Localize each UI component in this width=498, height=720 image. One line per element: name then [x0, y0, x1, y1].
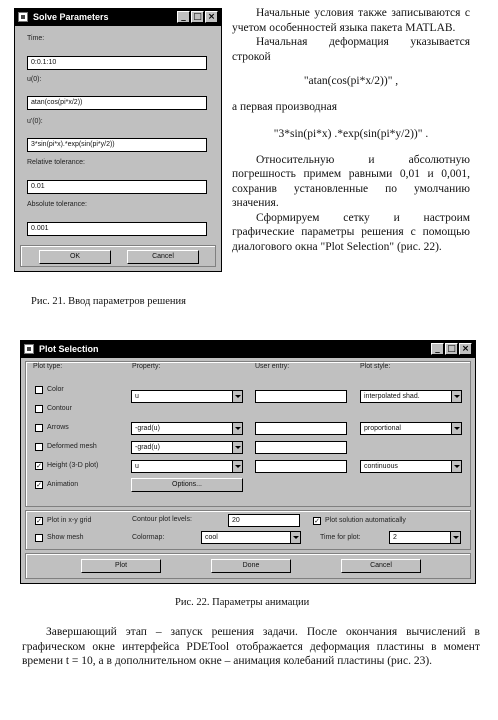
color-property-value: u [135, 393, 139, 400]
deformed-mesh-property-select[interactable] [131, 441, 243, 454]
height-property-select[interactable] [131, 460, 243, 473]
chevron-down-icon [290, 532, 300, 543]
time-for-plot-select[interactable] [389, 531, 461, 544]
time-input[interactable]: 0:0.1:10 [27, 56, 207, 70]
formula-initial-deformation: "atan(cos(pi*x/2))" , [303, 75, 399, 87]
paragraph-initial-deformation: Начальная деформация указывается строкой [232, 36, 470, 63]
solve-parameters-window [14, 8, 222, 272]
relative-tolerance-label: Relative tolerance: [27, 159, 85, 166]
plot-automatically-checkbox[interactable]: ✓ [314, 517, 320, 525]
color-style-value: interpolated shad. [364, 393, 420, 400]
paragraph-tolerance: Относительную и абсолютную погрешность примем равными 0,01 и 0,001, сохранив установленные по умолчанию значения. [232, 153, 470, 209]
ut0-label: u'(0): [27, 118, 43, 125]
u0-label: u(0): [27, 76, 42, 83]
chevron-down-icon [232, 442, 242, 453]
cancel-button[interactable]: Cancel [341, 559, 421, 573]
paragraph-plot-selection: Сформируем сетку и настроим графические параметры решения с помощью диалогового окна "Plot Selection" (рис. 22). [232, 211, 470, 253]
plot-type-header: Plot type: [33, 363, 63, 370]
deformed-mesh-checkbox[interactable] [35, 443, 43, 451]
plot-in-xy-grid-label: Plot in x-y grid [47, 517, 92, 524]
minimize-button[interactable]: _ [431, 343, 444, 355]
plot-style-header: Plot style: [360, 363, 391, 370]
height-property-value: u [135, 463, 139, 470]
solve-window-titlebar [15, 9, 221, 26]
right-column-text [232, 6, 470, 254]
color-checkbox[interactable] [35, 386, 43, 394]
colormap-label: Colormap: [132, 534, 165, 541]
plot-automatically-label: Plot solution automatically [325, 517, 406, 524]
plot-in-xy-grid-checkbox[interactable]: ✓ [36, 517, 42, 525]
formula-first-derivative: "3*sin(pi*x) .*exp(sin(pi*y/2))" . [273, 128, 429, 140]
figure-21-caption: Рис. 21. Ввод параметров решения [31, 296, 186, 307]
color-property-select[interactable] [131, 390, 243, 403]
user-entry-header: User entry: [255, 363, 290, 370]
ut0-input[interactable]: 3*sin(pi*x).*exp(sin(pi*y/2)) [27, 138, 207, 152]
deformed-mesh-label: Deformed mesh [47, 443, 97, 450]
close-button[interactable]: × [205, 11, 218, 23]
chevron-down-icon [450, 532, 460, 543]
arrows-style-value: proportional [364, 425, 401, 432]
plot-selection-window [20, 340, 476, 584]
arrows-checkbox[interactable] [35, 424, 43, 432]
contour-levels-input[interactable]: 20 [228, 514, 300, 527]
chevron-down-icon [451, 461, 461, 472]
chevron-down-icon [232, 391, 242, 402]
paragraph-first-derivative: а первая производная [232, 100, 338, 113]
arrows-property-value: -grad(u) [135, 425, 160, 432]
height-style-value: continuous [364, 463, 398, 470]
cancel-button[interactable]: Cancel [127, 250, 199, 264]
property-header: Property: [132, 363, 161, 370]
contour-levels-label: Contour plot levels: [132, 516, 192, 523]
maximize-button[interactable]: □ [445, 343, 458, 355]
time-label: Time: [27, 35, 45, 42]
chevron-down-icon [451, 423, 461, 434]
chevron-down-icon [232, 461, 242, 472]
height-label: Height (3-D plot) [47, 462, 99, 469]
maximize-button[interactable]: □ [191, 11, 204, 23]
animation-checkbox[interactable]: ✓ [36, 481, 42, 489]
matlab-app-icon [24, 344, 34, 354]
arrows-user-entry[interactable] [255, 422, 347, 435]
contour-checkbox[interactable] [35, 405, 43, 413]
plot-window-title: Plot Selection [39, 344, 99, 354]
arrows-property-select[interactable] [131, 422, 243, 435]
matlab-app-icon [18, 12, 28, 22]
height-style-select[interactable] [360, 460, 462, 473]
time-for-plot-label: Time for plot: [320, 534, 361, 541]
colormap-select[interactable] [201, 531, 301, 544]
bottom-paragraph: Завершающий этап – запуск решения задачи. После окончания вычислений в графическом окне интерфейса PDETool отображается деформация пластины в момент времени t = 10, а в дополнительном окне – анимация колебаний пластины (рис. 23). [22, 626, 480, 667]
ok-button[interactable]: OK [39, 250, 111, 264]
solve-window-title: Solve Parameters [33, 12, 109, 22]
arrows-style-select[interactable] [360, 422, 462, 435]
colormap-value: cool [205, 534, 218, 541]
paragraph-initial-conditions: Начальные условия также записываются с учетом особенностей языка пакета MATLAB. [232, 7, 470, 34]
height-user-entry[interactable] [255, 460, 347, 473]
relative-tolerance-input[interactable]: 0.01 [27, 180, 207, 194]
plot-button[interactable]: Plot [81, 559, 161, 573]
figure-22-caption: Рис. 22. Параметры анимации [175, 597, 310, 608]
show-mesh-label: Show mesh [47, 534, 84, 541]
chevron-down-icon [451, 391, 461, 402]
arrows-label: Arrows [47, 424, 69, 431]
close-button[interactable]: × [459, 343, 472, 355]
time-for-plot-value: 2 [393, 534, 397, 541]
plot-window-titlebar [21, 341, 475, 358]
color-user-entry[interactable] [255, 390, 347, 403]
minimize-button[interactable]: _ [177, 11, 190, 23]
height-checkbox[interactable]: ✓ [36, 462, 42, 470]
absolute-tolerance-input[interactable]: 0.001 [27, 222, 207, 236]
deformed-mesh-user-entry[interactable] [255, 441, 347, 454]
done-button[interactable]: Done [211, 559, 291, 573]
color-style-select[interactable] [360, 390, 462, 403]
u0-input[interactable]: atan(cos(pi*x/2)) [27, 96, 207, 110]
deformed-mesh-property-value: -grad(u) [135, 444, 160, 451]
contour-label: Contour [47, 405, 72, 412]
absolute-tolerance-label: Absolute tolerance: [27, 201, 87, 208]
color-label: Color [47, 386, 64, 393]
show-mesh-checkbox[interactable] [35, 534, 43, 542]
animation-options-button[interactable]: Options... [131, 478, 243, 492]
chevron-down-icon [232, 423, 242, 434]
animation-label: Animation [47, 481, 79, 488]
